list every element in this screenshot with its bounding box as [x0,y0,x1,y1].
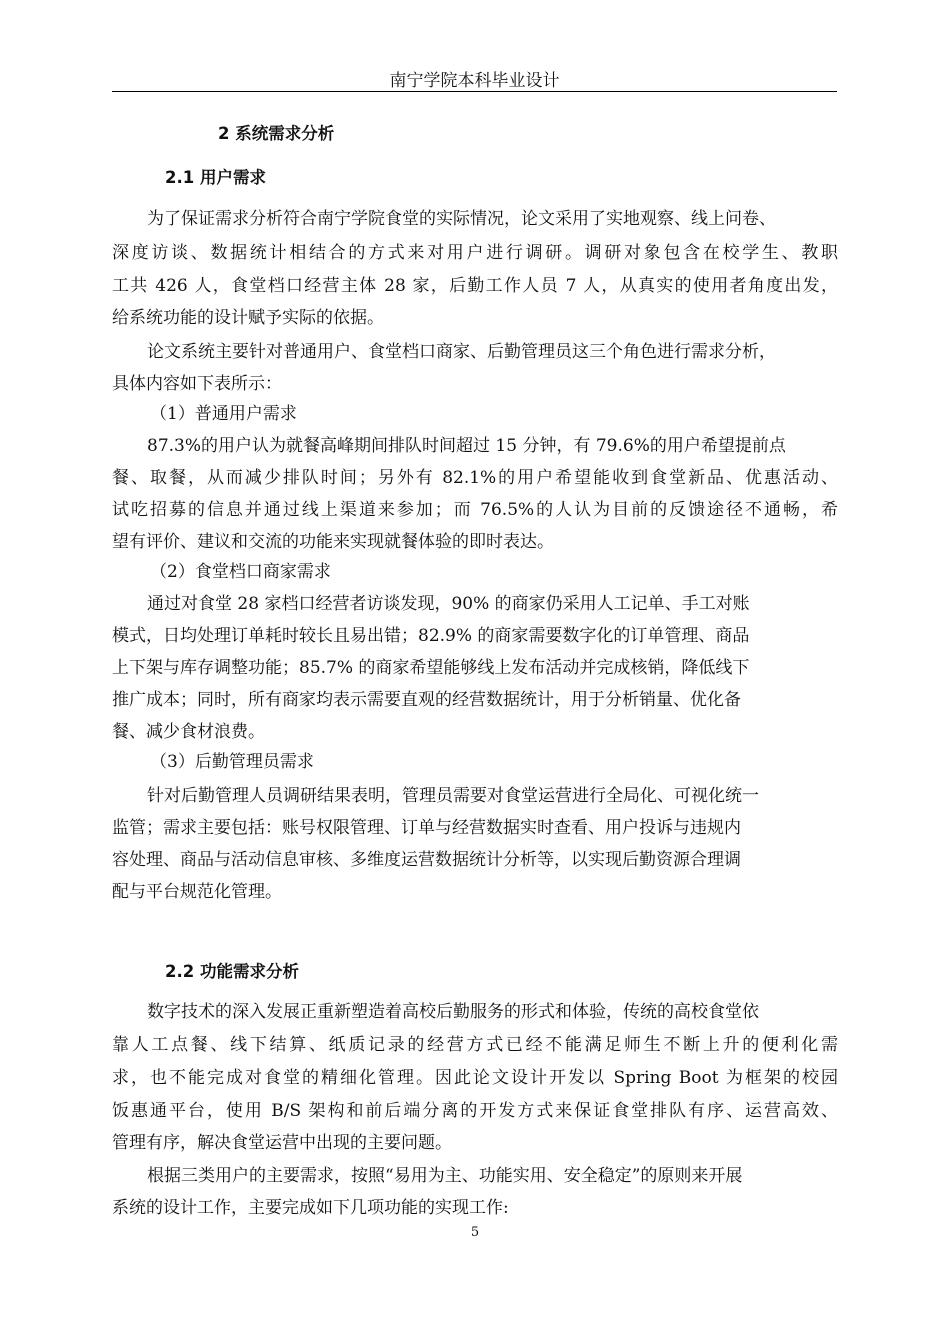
paragraph-line: 针对后勤管理人员调研结果表明，管理员需要对食堂运营进行全局化、可视化统一 [147,786,759,806]
paragraph-line: 具体内容如下表所示： [112,374,282,394]
subsection-heading-functional-needs: 2.2 功能需求分析 [165,962,299,981]
paragraph-line: 给系统功能的设计赋予实际的依据。 [112,308,384,328]
paragraph-line: 通过对食堂 28 家档口经营者访谈发现，90% 的商家仍采用人工记单、手工对账 [147,594,750,614]
paragraph-line: 望有评价、建议和交流的功能来实现就餐体验的即时表达。 [112,532,554,552]
paragraph-line: 87.3%的用户认为就餐高峰期间排队时间超过 15 分钟，有 79.6%的用户希望提前点 [147,436,786,456]
running-header: 南宁学院本科毕业设计 [389,71,560,91]
header-rule [112,91,837,92]
paragraph-line: 深度访谈、数据统计相结合的方式来对用户进行调研。调研对象包含在校学生、教职 [112,243,838,263]
paragraph-line: 餐、取餐，从而减少排队时间；另外有 82.1%的用户希望能收到食堂新品、优惠活动、 [112,468,838,488]
paragraph-line: 餐、减少食材浪费。 [112,722,265,742]
paragraph-line: 配与平台规范化管理。 [112,882,282,902]
paragraph-line: 靠人工点餐、线下结算、纸质记录的经营方式已经不能满足师生不断上升的便利化需 [112,1035,838,1055]
list-heading-merchants: （2）食堂档口商家需求 [150,562,331,582]
paragraph-line: 上下架与库存调整功能；85.7% 的商家希望能够线上发布活动并完成核销，降低线下 [112,658,750,678]
paragraph-line: 为了保证需求分析符合南宁学院食堂的实际情况，论文采用了实地观察、线上问卷、 [147,209,776,229]
page-number: 5 [470,1225,480,1240]
paragraph-line: 工共 426 人，食堂档口经营主体 28 家，后勤工作人员 7 人，从真实的使用者角度出发， [112,276,838,296]
paragraph-line: 求，也不能完成对食堂的精细化管理。因此论文设计开发以 Spring Boot 为框架的校园 [112,1068,838,1088]
paragraph-line: 饭惠通平台，使用 B/S 架构和前后端分离的开发方式来保证食堂排队有序、运营高效、 [112,1101,838,1121]
list-heading-administrators: （3）后勤管理员需求 [150,752,314,772]
paragraph-line: 模式，日均处理订单耗时较长且易出错；82.9% 的商家需要数字化的订单管理、商品 [112,626,750,646]
paragraph-line: 试吃招募的信息并通过线上渠道来参加；而 76.5%的人认为目前的反馈途径不通畅，希 [112,500,838,520]
paragraph-line: 根据三类用户的主要需求，按照“易用为主、功能实用、安全稳定”的原则来开展 [147,1166,743,1186]
paragraph-line: 论文系统主要针对普通用户、食堂档口商家、后勤管理员这三个角色进行需求分析， [147,342,776,362]
section-heading: 2 系统需求分析 [218,124,335,143]
paragraph-line: 容处理、商品与活动信息审核、多维度运营数据统计分析等，以实现后勤资源合理调 [112,850,741,870]
list-heading-general-users: （1）普通用户需求 [150,404,297,424]
paragraph-line: 数字技术的深入发展正重新塑造着高校后勤服务的形式和体验，传统的高校食堂依 [147,1002,759,1022]
paragraph-line: 系统的设计工作，主要完成如下几项功能的实现工作: [112,1198,509,1218]
paragraph-line: 管理有序，解决食堂运营中出现的主要问题。 [112,1133,452,1153]
paragraph-line: 监管；需求主要包括：账号权限管理、订单与经营数据实时查看、用户投诉与违规内 [112,818,741,838]
subsection-heading-user-needs: 2.1 用户需求 [165,168,266,187]
paragraph-line: 推广成本；同时，所有商家均表示需要直观的经营数据统计，用于分析销量、优化备 [112,690,741,710]
